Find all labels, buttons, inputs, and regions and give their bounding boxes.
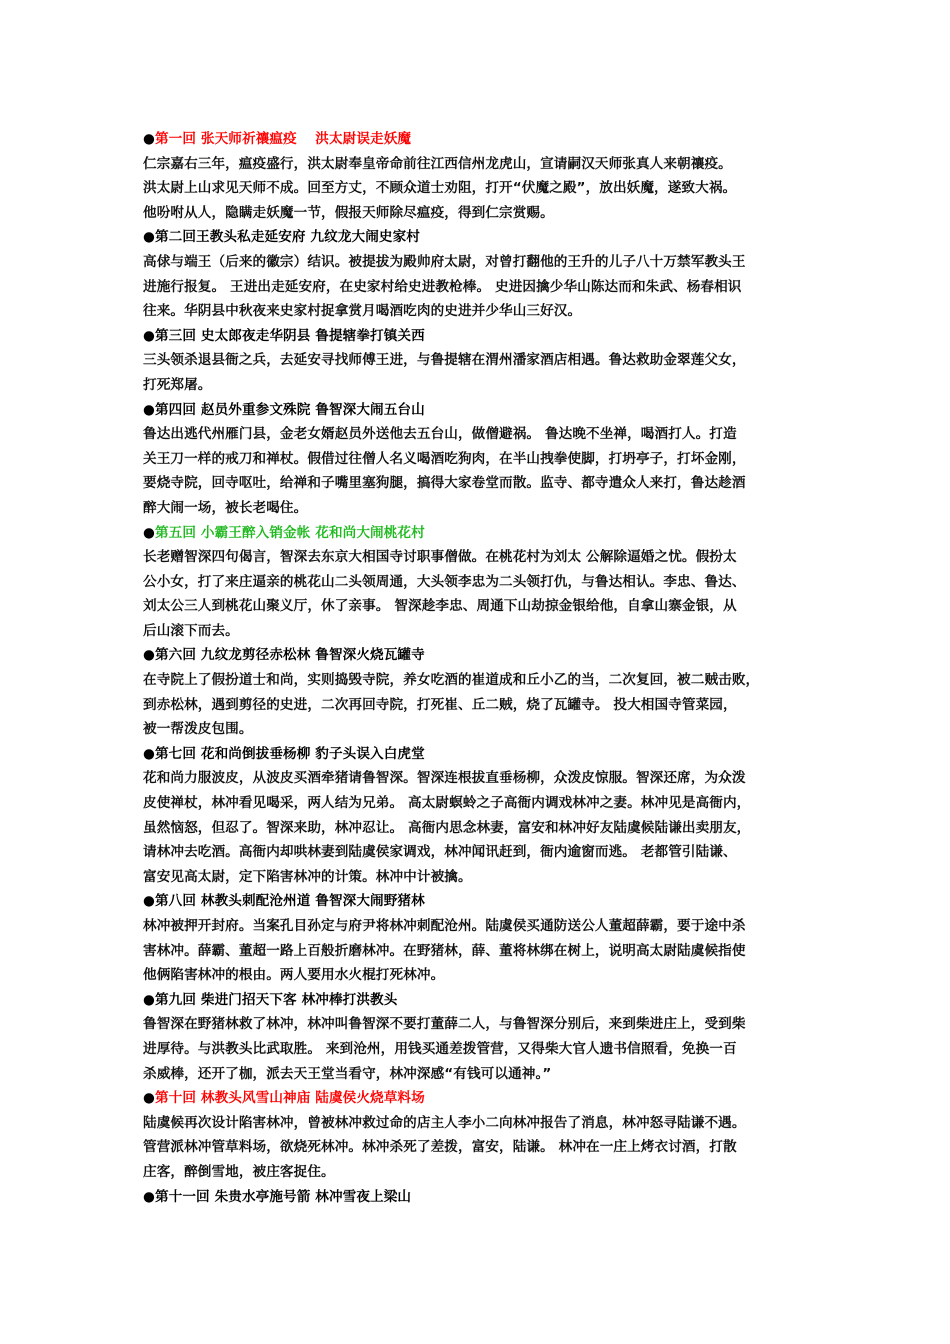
summary-line: 陆虞候再次设计陷害林冲，曾被林冲救过命的店主人李小二向林冲报告了消息，林冲怒寻陆谦不遇。 (143, 1114, 746, 1131)
bullet-icon: ● (143, 647, 155, 664)
summary-line: 在寺院上了假扮道士和尚，实则捣毁寺院，养女吃酒的崔道成和丘小乙的当，二次复回，被二贼击败， (143, 672, 760, 689)
chapter-title: 第三回 史太郎夜走华阴县 鲁提辖拳打镇关西 (154, 327, 425, 344)
summary-line: 虽然恼怒，但忍了。智深来助，林冲忍让。 高衙内思念林妻，富安和林冲好友陆虞候陆谦出卖朋友， (143, 819, 751, 836)
summary-line: 醉大闹一场，被长老喝住。 (143, 499, 308, 516)
bullet-icon: ● (143, 893, 155, 910)
summary-line: 管营派林冲管草料场，欲烧死林冲。林冲杀死了差拨，富安，陆谦。 林冲在一庄上烤衣讨酒，打散 (143, 1139, 737, 1156)
summary-line: 刘太公三人到桃花山聚义厅，休了亲事。 智深趁李忠、周通下山劫掠金银给他，自拿山寨金银，从 (143, 598, 737, 615)
chapter-heading (143, 1185, 823, 1210)
summary-line: 关王刀一样的戒刀和禅杖。假借过往僧人名义喝酒吃狗肉，在半山拽拳使脚，打坍亭子，打坏金刚， (143, 450, 746, 467)
summary-line: 花和尚力服波皮，从波皮买酒牵猪请鲁智深。智深连根拔直垂杨柳，众泼皮惊服。智深还席，为众泼 (143, 770, 746, 787)
chapter-heading (143, 127, 823, 152)
chapter-heading (143, 324, 823, 349)
summary-line: 害林冲。薛霸、董超一路上百般折磨林冲。在野猪林，薛、董将林绑在树上，说明高太尉陆虞候指使 (143, 942, 746, 959)
summary-line: 后山滚下而去。 (143, 622, 239, 639)
chapter-heading (143, 1086, 823, 1111)
bullet-icon: ● (143, 745, 155, 762)
summary-line: 到赤松林，遇到剪径的史进，二次再回寺院，打死崔、丘二贼，烧了瓦罐寺。 投大相国寺管菜园， (143, 696, 737, 713)
chapter-title: 第十回 林教头风雪山神庙 陆虞侯火烧草料场 (154, 1090, 425, 1107)
chapter-title: 第六回 九纹龙剪径赤松林 鲁智深火烧瓦罐寺 (154, 647, 425, 664)
document-body (143, 127, 823, 1209)
bullet-icon: ● (143, 1090, 155, 1107)
chapter-title: 第九回 柴进门招天下客 林冲棒打洪教头 (154, 991, 398, 1008)
chapter-heading (143, 742, 823, 767)
summary-line: 仁宗嘉右三年，瘟疫盛行，洪太尉奉皇帝命前往江西信州龙虎山，宣请嗣汉天师张真人来朝禳疫。 (143, 155, 732, 172)
summary-line: 高俅与端王（后来的徽宗）结识。被提拔为殿帅府太尉，对曾打翻他的王升的儿子八十万禁军教头王 (143, 253, 746, 270)
bullet-icon: ● (143, 991, 155, 1008)
chapter-heading (143, 398, 823, 423)
chapter-title: 第十一回 朱贵水亭施号箭 林冲雪夜上梁山 (154, 1188, 412, 1205)
summary-line: 要烧寺院，回寺呕吐，给禅和子嘴里塞狗腿，搞得大家卷堂而散。监寺、都寺遣众人来打，鲁达趁酒 (143, 475, 746, 492)
chapter-heading (143, 988, 823, 1013)
bullet-icon: ● (143, 229, 155, 246)
bullet-icon: ● (143, 327, 155, 344)
chapter-title: 第四回 赵员外重参文殊院 鲁智深大闹五台山 (154, 401, 425, 418)
chapter-title: 第八回 林教头刺配沧州道 鲁智深大闹野猪林 (154, 893, 425, 910)
summary-line: 被一帮泼皮包围。 (143, 721, 253, 738)
summary-line: 打死郑屠。 (143, 376, 212, 393)
chapter-title: 第一回 张天师祈禳瘟疫 洪太尉误走妖魔 (154, 131, 412, 147)
summary-line: 皮使禅杖，林冲看见喝采，两人结为兄弟。 高太尉螟蛉之子高衙内调戏林冲之妻。林冲见是高衙内， (143, 795, 751, 812)
summary-line: 进厚待。与洪教头比武取胜。 来到沧州，用钱买通差拨管营，又得柴大官人遗书信照看，免换一百 (143, 1040, 737, 1057)
summary-line: 庄客，醉倒雪地，被庄客捉住。 (143, 1163, 335, 1180)
bullet-icon: ● (143, 131, 155, 147)
summary-line: 鲁智深在野猪林救了林冲，林冲叫鲁智深不要打董薛二人，与鲁智深分别后，来到柴进庄上，受到柴 (143, 1016, 746, 1033)
chapter-heading (143, 521, 823, 546)
chapter-title: 第七回 花和尚倒拔垂杨柳 豹子头误入白虎堂 (154, 745, 425, 762)
summary-line: 洪太尉上山求见天师不成。回至方丈，不顾众道士劝阻，打开“伏魔之殿”，放出妖魔，遂致大祸。 (143, 180, 737, 197)
summary-line: 富安见高太尉，定下陷害林冲的计策。林冲中计被擒。 (143, 868, 472, 885)
chapter-title: 第五回 小霸王醉入销金帐 花和尚大闹桃花村 (154, 524, 425, 541)
summary-line: 长老赠智深四句偈言，智深去东京大相国寺讨职事僧做。在桃花村为刘太 公解除逼婚之忧。假扮太 (143, 549, 737, 566)
chapter-heading (143, 889, 823, 914)
summary-line: 他俩陷害林冲的根由。两人要用水火棍打死林冲。 (143, 967, 445, 984)
summary-line: 他吩咐从人，隐瞒走妖魔一节，假报天师除尽瘟疫，得到仁宗赏赐。 (143, 204, 554, 221)
summary-line: 往来。华阴县中秋夜来史家村捉拿赏月喝酒吃肉的史进并少华山三好汉。 (143, 303, 582, 320)
chapter-heading (143, 643, 823, 668)
bullet-icon: ● (143, 401, 155, 418)
summary-line: 公小女，打了来庄逼亲的桃花山二头领周通，大头领李忠为二头领打仇，与鲁达相认。李忠、鲁达、 (143, 573, 746, 590)
summary-line: 林冲被押开封府。当案孔目孙定与府尹将林冲刺配沧州。陆虞侯买通防送公人董超薛霸，要于途中杀 (143, 918, 746, 934)
summary-line: 三头领杀退县衙之兵，去延安寻找师傅王进，与鲁提辖在渭州潘家酒店相遇。鲁达救助金翠莲父女， (143, 352, 746, 369)
bullet-icon: ● (143, 1188, 155, 1205)
bullet-icon: ● (143, 524, 155, 541)
summary-line: 杀威棒，还开了枷，派去天王堂当看守，林冲深感“有钱可以通神。” (143, 1065, 552, 1082)
summary-line: 进施行报复。 王进出走延安府，在史家村给史进教枪棒。 史进因擒少华山陈达而和朱武、杨春相识 (143, 278, 742, 295)
summary-line: 请林冲去吃酒。高衙内却哄林妻到陆虞侯家调戏，林冲闻讯赶到，衙内逾窗而逃。 老都管引陆谦、 (143, 844, 737, 861)
summary-line: 鲁达出逃代州雁门县，金老女婿赵员外送他去五台山，做僧避祸。 鲁达晚不坐禅，喝酒打人。打造 (143, 426, 737, 443)
chapter-heading (143, 225, 823, 250)
chapter-title: 第二回王教头私走延安府 九纹龙大闹史家村 (154, 229, 420, 246)
